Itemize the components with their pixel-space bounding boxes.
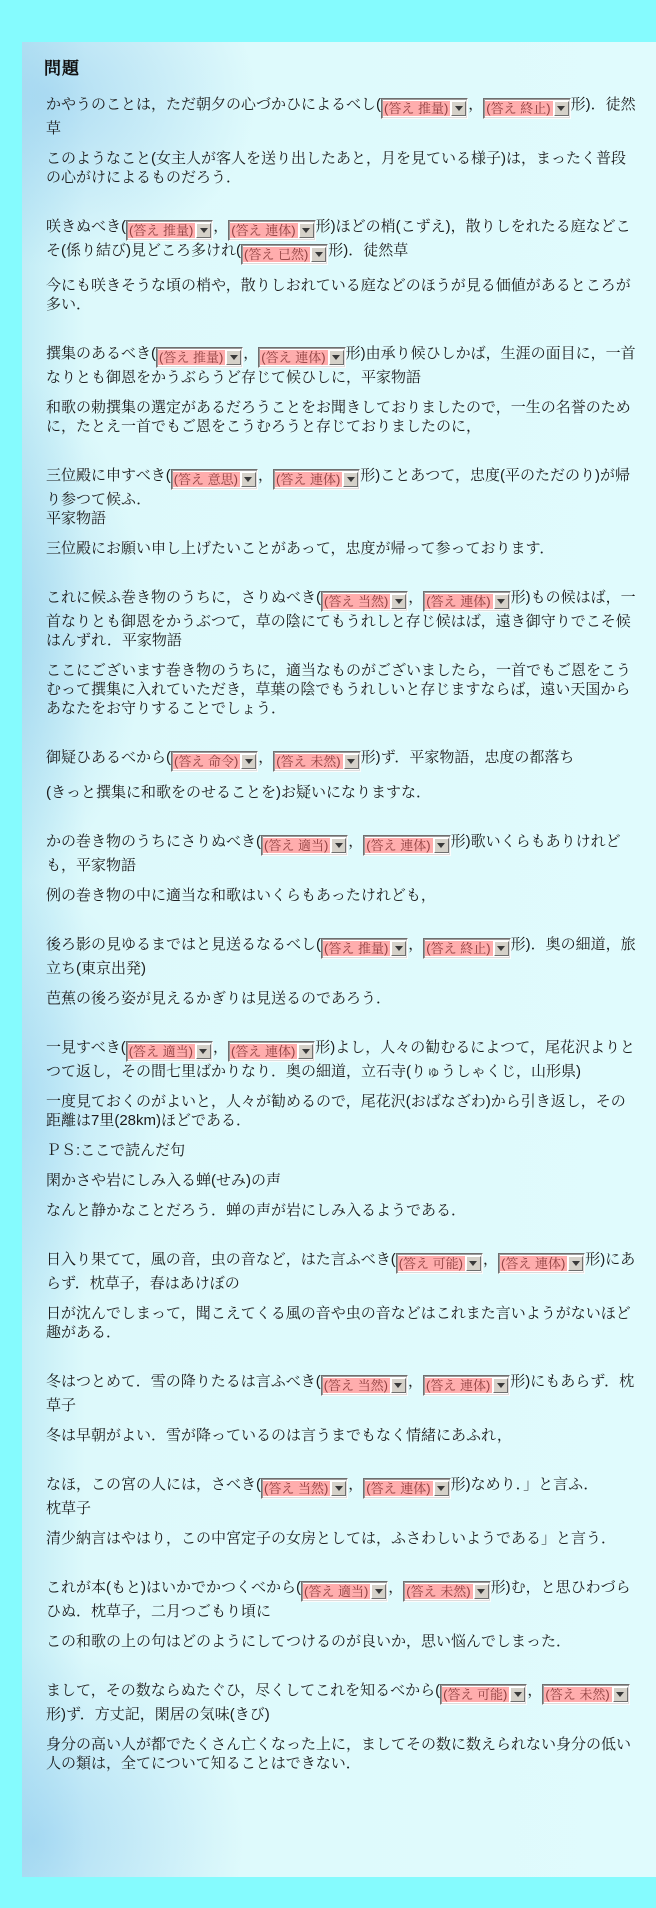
answer-select[interactable] bbox=[171, 751, 258, 772]
answer-select-label: (答え 未然) bbox=[545, 1687, 610, 1702]
answer-select[interactable] bbox=[321, 1375, 408, 1396]
answer-select-label: (答え 当然) bbox=[323, 1378, 388, 1393]
note-paragraph: ＰＳ:ここで読んだ句 bbox=[46, 1142, 186, 1159]
chevron-down-icon bbox=[497, 946, 505, 951]
answer-select-label: (答え 当然) bbox=[264, 1481, 329, 1496]
chevron-down-icon bbox=[557, 106, 565, 111]
note-paragraph: 閑かさや岩にしみ入る蝉(せみ)の声 bbox=[46, 1172, 281, 1189]
question-section bbox=[46, 588, 640, 718]
dropdown-arrow-button[interactable] bbox=[494, 941, 509, 956]
answer-select-label: (答え 連体) bbox=[276, 472, 341, 487]
dropdown-arrow-button[interactable] bbox=[311, 247, 326, 262]
translation-paragraph: (きっと撰集に和歌をのせることを)お疑いになりますな． bbox=[46, 784, 431, 801]
chevron-down-icon bbox=[245, 759, 253, 764]
chevron-down-icon bbox=[469, 1261, 477, 1266]
answer-select-label: (答え 命令) bbox=[174, 754, 239, 769]
answer-select-label: (答え 未然) bbox=[276, 754, 341, 769]
answer-select-label: (答え 連体) bbox=[231, 1044, 296, 1059]
answer-select[interactable] bbox=[396, 1253, 483, 1274]
dropdown-arrow-button[interactable] bbox=[466, 1256, 481, 1271]
answer-select-label: (答え 適当) bbox=[304, 1584, 369, 1599]
answer-select-label: (答え 適当) bbox=[128, 1044, 193, 1059]
answer-select[interactable] bbox=[423, 591, 510, 612]
answer-select[interactable] bbox=[363, 835, 450, 856]
answer-select[interactable] bbox=[228, 220, 315, 241]
answer-select-label: (答え 推量) bbox=[129, 223, 194, 238]
dropdown-arrow-button[interactable] bbox=[613, 1687, 628, 1702]
question-section bbox=[46, 748, 640, 802]
answer-select[interactable] bbox=[483, 98, 570, 119]
answer-select[interactable] bbox=[321, 591, 408, 612]
answer-select[interactable] bbox=[423, 938, 510, 959]
chevron-down-icon bbox=[375, 1589, 383, 1594]
translation-paragraph: 身分の高い人が都でたくさん亡くなった上に，ましてその数に数えられない身分の低い人の類は，全てについて知ることはできない． bbox=[46, 1736, 632, 1772]
classical-paragraph: これに候ふ巻き物のうちに，さりぬべき( (答え 当然) ， (答え 連体) 形)もの候はば，一首なりとも御恩をかうぶつて，草の陰にてもうれしと存じ候はば，遠き御守りでこそ候はんずれ．平家物語 bbox=[46, 589, 636, 649]
dropdown-arrow-button[interactable] bbox=[344, 754, 359, 769]
chevron-down-icon bbox=[302, 228, 310, 233]
translation-paragraph: 芭蕉の後ろ姿が見えるかぎりは見送るのであろう． bbox=[46, 990, 392, 1007]
question-section bbox=[46, 1475, 640, 1548]
answer-select-label: (答え 終止) bbox=[486, 101, 551, 116]
dropdown-arrow-button[interactable] bbox=[391, 1378, 406, 1393]
chevron-down-icon bbox=[395, 599, 403, 604]
classical-paragraph: 日入り果てて，風の音，虫の音など，はた言ふべき( (答え 可能) ， (答え 連体) 形)にあらず．枕草子，春はあけぼの bbox=[46, 1251, 636, 1292]
answer-select-label: (答え 連体) bbox=[426, 1378, 491, 1393]
answer-select[interactable] bbox=[321, 938, 408, 959]
translation-paragraph: 今にも咲きそうな頃の梢や，散りしおれている庭などのほうが見る価値があるところが多い． bbox=[46, 277, 631, 313]
answer-select-label: (答え 可能) bbox=[398, 1256, 463, 1271]
question-section bbox=[46, 1681, 640, 1773]
chevron-down-icon bbox=[394, 1383, 402, 1388]
answer-select-label: (答え 推量) bbox=[159, 350, 224, 365]
question-section bbox=[46, 95, 640, 187]
chevron-down-icon bbox=[395, 946, 403, 951]
chevron-down-icon bbox=[497, 599, 505, 604]
chevron-down-icon bbox=[477, 1589, 485, 1594]
answer-select-label: (答え 推量) bbox=[324, 941, 389, 956]
question-section bbox=[46, 466, 640, 558]
question-section bbox=[46, 217, 640, 314]
answer-select-label: (答え 可能) bbox=[443, 1687, 508, 1702]
classical-paragraph: 御疑ひあるべから( (答え 命令) ， (答え 未然) 形)ず．平家物語，忠度の都落ち bbox=[46, 748, 640, 772]
dropdown-arrow-button[interactable] bbox=[510, 1687, 525, 1702]
answer-select-label: (答え 未然) bbox=[406, 1584, 471, 1599]
dropdown-arrow-button[interactable] bbox=[299, 223, 314, 238]
answer-select[interactable] bbox=[261, 835, 348, 856]
question-section bbox=[46, 1578, 640, 1651]
answer-select[interactable] bbox=[403, 1581, 490, 1602]
answer-select[interactable] bbox=[301, 1581, 388, 1602]
chevron-down-icon bbox=[335, 1486, 343, 1491]
classical-paragraph: まして，その数ならぬたぐひ，尽くしてこれを知るべから( (答え 可能) ， (答え 未然) 形)ず．方丈記，閑居の気味(きび) bbox=[46, 1681, 640, 1724]
answer-select-label: (答え 推量) bbox=[384, 101, 449, 116]
answer-select-label: (答え 意思) bbox=[173, 472, 238, 487]
answer-select[interactable] bbox=[381, 98, 468, 119]
dropdown-arrow-button[interactable] bbox=[493, 1378, 508, 1393]
question-section bbox=[46, 832, 640, 905]
chevron-down-icon bbox=[244, 477, 252, 482]
translation-paragraph: このようなこと(女主人が客人を送り出したあと，月を見ている様子)は，まったく普段の心がけによるものだろう． bbox=[46, 150, 626, 186]
chevron-down-icon bbox=[230, 355, 238, 360]
dropdown-arrow-button[interactable] bbox=[196, 223, 211, 238]
answer-select[interactable] bbox=[156, 347, 243, 368]
chevron-down-icon bbox=[437, 1486, 445, 1491]
answer-select[interactable] bbox=[498, 1253, 585, 1274]
answer-select[interactable] bbox=[273, 469, 360, 490]
answer-select[interactable] bbox=[542, 1684, 629, 1705]
chevron-down-icon bbox=[455, 106, 463, 111]
page-title: 問題 bbox=[44, 59, 80, 78]
classical-paragraph: かの巻き物のうちにさりぬべき( (答え 適当) ， (答え 連体) 形)歌いくらもありけれども，平家物語 bbox=[46, 833, 621, 874]
answer-select[interactable] bbox=[363, 1478, 450, 1499]
answer-select[interactable] bbox=[126, 1041, 213, 1062]
translation-paragraph: ここにございます巻き物のうちに，適当なものがございましたら，一首でもご恩をこうむって撰集に入れていただき，草葉の陰でもうれしいと存じますならば，遠い天国からあなたをお守りすることでしょう． bbox=[46, 662, 632, 717]
answer-select-label: (答え 当然) bbox=[324, 594, 389, 609]
dropdown-arrow-button[interactable] bbox=[331, 838, 346, 853]
dropdown-arrow-button[interactable] bbox=[226, 350, 241, 365]
chevron-down-icon bbox=[347, 477, 355, 482]
translation-paragraph: 冬は早朝がよい．雪が降っているのは言うまでもなく情緒にあふれ， bbox=[46, 1427, 512, 1444]
chevron-down-icon bbox=[335, 843, 343, 848]
answer-select-label: (答え 連体) bbox=[261, 350, 326, 365]
answer-select-label: (答え 連体) bbox=[501, 1256, 566, 1271]
answer-select[interactable] bbox=[241, 244, 328, 265]
chevron-down-icon bbox=[200, 228, 208, 233]
sections bbox=[46, 95, 640, 1773]
translation-paragraph: 清少納言はやはり，この中宮定子の女房としては，ふさわしいようである」と言う． bbox=[46, 1530, 617, 1547]
classical-paragraph: 一見すべき( (答え 適当) ， (答え 連体) 形)よし，人々の勧むるによつて，尾花沢よりとつて返し，その間七里ばかりなり．奥の細道，立石寺(りゅうしゃくじ，山形県) bbox=[46, 1039, 635, 1080]
answer-select-label: (答え 連体) bbox=[231, 223, 296, 238]
classical-paragraph: なほ，この宮の人には，さべき( (答え 当然) ， (答え 連体) 形)なめり．」と言ふ． 枕草子 bbox=[46, 1476, 599, 1517]
chevron-down-icon bbox=[616, 1692, 624, 1697]
dropdown-arrow-button[interactable] bbox=[343, 472, 358, 487]
dropdown-arrow-button[interactable] bbox=[451, 101, 466, 116]
answer-select[interactable] bbox=[423, 1375, 510, 1396]
translation-paragraph: 一度見ておくのがよいと，人々が勧めるので，尾花沢(おばなざわ)から引き返し，その距離は7里(28km)ほどである． bbox=[46, 1093, 626, 1129]
answer-select-label: (答え 已然) bbox=[244, 247, 309, 262]
answer-select-label: (答え 連体) bbox=[366, 838, 431, 853]
dropdown-arrow-button[interactable] bbox=[434, 1481, 449, 1496]
answer-select[interactable] bbox=[228, 1041, 315, 1062]
chevron-down-icon bbox=[315, 252, 323, 257]
classical-paragraph: 後ろ影の見ゆるまではと見送るなるべし( (答え 推量) ， (答え 終止) 形)．奥の細道，旅立ち(東京出発) bbox=[46, 936, 636, 977]
question-section bbox=[46, 935, 640, 1008]
chevron-down-icon bbox=[347, 759, 355, 764]
chevron-down-icon bbox=[572, 1261, 580, 1266]
question-section bbox=[46, 344, 640, 436]
classical-paragraph: かやうのことは，ただ朝夕の心づかひによるべし( (答え 推量) ， (答え 終止) 形)．徒然草 bbox=[46, 96, 636, 137]
dropdown-arrow-button[interactable] bbox=[241, 472, 256, 487]
answer-select[interactable] bbox=[273, 751, 360, 772]
dropdown-arrow-button[interactable] bbox=[331, 1481, 346, 1496]
dropdown-arrow-button[interactable] bbox=[371, 1584, 386, 1599]
chevron-down-icon bbox=[497, 1383, 505, 1388]
answer-select-label: (答え 連体) bbox=[366, 1481, 431, 1496]
dropdown-arrow-button[interactable] bbox=[391, 941, 406, 956]
translation-paragraph: この和歌の上の句はどのようにしてつけるのが良いか，思い悩んでしまった． bbox=[46, 1633, 572, 1650]
answer-select[interactable] bbox=[440, 1684, 527, 1705]
classical-paragraph: これが本(もと)はいかでかつくべから( (答え 適当) ， (答え 未然) 形)む，と思ひわづらひぬ．枕草子，二月つごもり頃に bbox=[46, 1579, 631, 1620]
classical-paragraph: 撰集のあるべき( (答え 推量) ， (答え 連体) 形)由承り候ひしかば，生涯の面目に，一首なりとも御恩をかうぶらうど存じて候ひしに，平家物語 bbox=[46, 345, 636, 386]
translation-paragraph: 例の巻き物の中に適当な和歌はいくらもあったけれども， bbox=[46, 887, 436, 904]
dropdown-arrow-button[interactable] bbox=[196, 1044, 211, 1059]
note-paragraph: なんと静かなことだろう．蝉の声が岩にしみ入るようである． bbox=[46, 1202, 467, 1219]
chevron-down-icon bbox=[437, 843, 445, 848]
chevron-down-icon bbox=[199, 1049, 207, 1054]
translation-paragraph: 和歌の勅撰集の選定があるだろうことをお聞きしておりましたので，一生の名誉のために，たとえ一首でもご恩をこうむろうと存じておりましたのに， bbox=[46, 399, 631, 435]
answer-select-label: (答え 適当) bbox=[264, 838, 329, 853]
chevron-down-icon bbox=[302, 1049, 310, 1054]
answer-select[interactable] bbox=[126, 220, 213, 241]
question-section bbox=[46, 1372, 640, 1445]
dropdown-arrow-button[interactable] bbox=[554, 101, 569, 116]
answer-select[interactable] bbox=[261, 1478, 348, 1499]
dropdown-arrow-button[interactable] bbox=[434, 838, 449, 853]
answer-select-label: (答え 終止) bbox=[426, 941, 491, 956]
dropdown-arrow-button[interactable] bbox=[329, 350, 344, 365]
answer-select[interactable] bbox=[258, 347, 345, 368]
question-section bbox=[46, 1250, 640, 1342]
classical-paragraph: 三位殿に申すべき( (答え 意思) ， (答え 連体) 形)ことあつて，忠度(平のただのり)が帰り参つて候ふ． 平家物語 bbox=[46, 467, 630, 527]
dropdown-arrow-button[interactable] bbox=[568, 1256, 583, 1271]
chevron-down-icon bbox=[332, 355, 340, 360]
answer-select[interactable] bbox=[171, 469, 258, 490]
dropdown-arrow-button[interactable] bbox=[494, 594, 509, 609]
translation-paragraph: 三位殿にお願い申し上げたいことがあって，忠度が帰って参っております． bbox=[46, 540, 555, 557]
dropdown-arrow-button[interactable] bbox=[298, 1044, 313, 1059]
dropdown-arrow-button[interactable] bbox=[391, 594, 406, 609]
question-section bbox=[46, 1038, 640, 1220]
dropdown-arrow-button[interactable] bbox=[241, 754, 256, 769]
translation-paragraph: 日が沈んでしまって，聞こえてくる風の音や虫の音などはこれまた言いようがないほど趣がある． bbox=[46, 1305, 631, 1341]
content-panel bbox=[22, 42, 656, 1877]
dropdown-arrow-button[interactable] bbox=[474, 1584, 489, 1599]
answer-select-label: (答え 連体) bbox=[426, 594, 491, 609]
chevron-down-icon bbox=[514, 1692, 522, 1697]
classical-paragraph: 咲きぬべき( (答え 推量) ， (答え 連体) 形)ほどの梢(こずえ)，散りしをれたる庭などこそ(係り結び)見どころ多けれ( (答え 已然) 形)．徒然草 bbox=[46, 217, 640, 265]
classical-paragraph: 冬はつとめて．雪の降りたるは言ふべき( (答え 当然) ， (答え 連体) 形)にもあらず．枕草子 bbox=[46, 1373, 635, 1414]
